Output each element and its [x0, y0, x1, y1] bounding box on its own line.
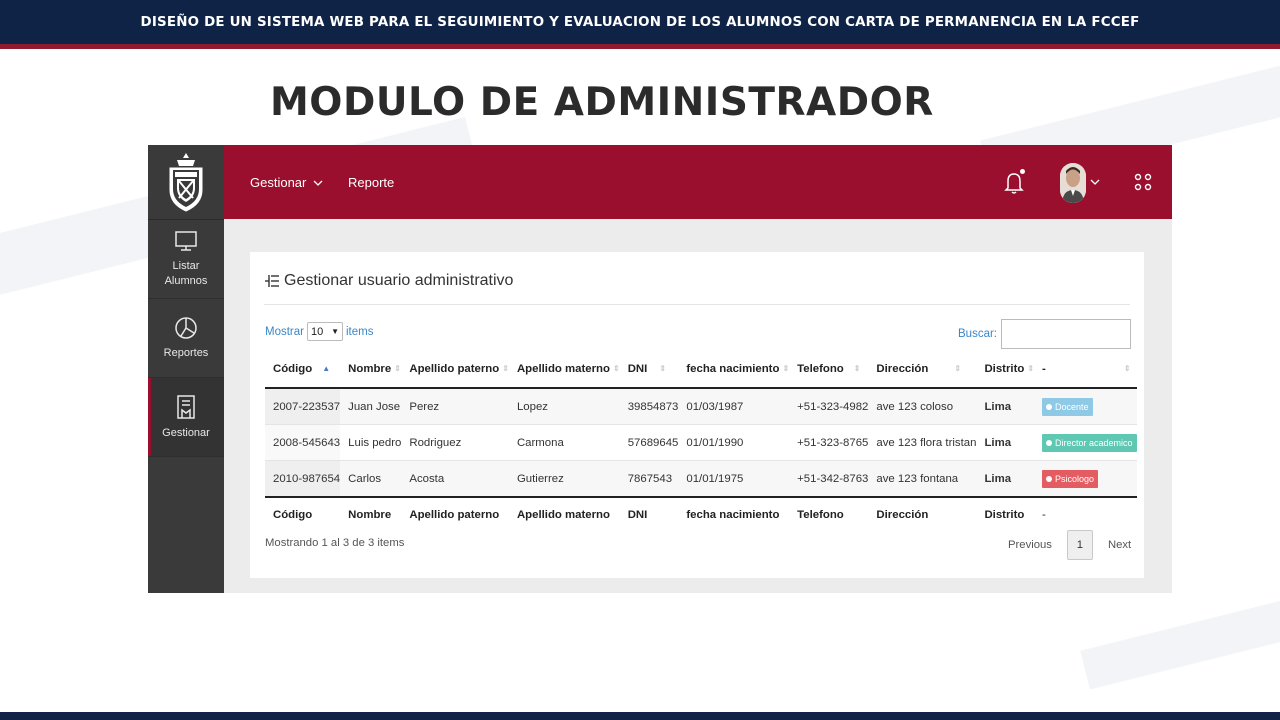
user-avatar[interactable] — [1060, 163, 1086, 203]
cell-apellido-paterno: Perez — [401, 388, 509, 425]
role-badge-label: Director academico — [1055, 437, 1133, 448]
cell-direccion: ave 123 coloso — [868, 388, 976, 425]
table-footer-row — [265, 497, 1137, 532]
sort-icon: ⇕ — [853, 364, 861, 374]
sidebar-item-gestionar[interactable] — [148, 378, 224, 457]
sort-icon: ⇕ — [659, 364, 667, 374]
cell-apellido-materno: Carmona — [509, 425, 620, 461]
sort-icon: ⇕ — [612, 364, 620, 374]
pagination — [1008, 530, 1131, 560]
role-badge-label: Psicologo — [1055, 473, 1095, 484]
cell-apellido-paterno: Rodriguez — [401, 425, 509, 461]
column-header[interactable]: Apellido materno ⇕ — [509, 351, 620, 388]
cell-dni: 57689645 — [620, 425, 679, 461]
search-input[interactable] — [1001, 319, 1131, 349]
sidebar-item-label: Listar Alumnos — [164, 260, 208, 287]
column-footer: fecha nacimiento — [678, 497, 789, 532]
column-header[interactable]: - ⇕ — [1034, 351, 1137, 388]
content-panel — [250, 252, 1144, 578]
page-length-value: 10 — [310, 325, 324, 338]
university-crest-icon — [167, 152, 205, 212]
search-control — [958, 319, 1131, 349]
sort-icon: ⇕ — [1123, 364, 1131, 374]
cell-dni: 7867543 — [620, 461, 679, 498]
role-badge[interactable] — [1042, 470, 1098, 488]
column-footer: Dirección — [868, 497, 976, 532]
column-footer: Apellido paterno — [401, 497, 509, 532]
bell-icon[interactable] — [1004, 171, 1024, 195]
cell-fecha: 01/01/1990 — [678, 425, 789, 461]
next-button[interactable]: Next — [1107, 539, 1132, 551]
users-table — [265, 351, 1137, 532]
search-label: Buscar: — [958, 328, 997, 340]
list-tree-icon — [264, 273, 280, 289]
sort-icon: ⇕ — [954, 364, 962, 374]
column-header[interactable]: DNI ⇕ — [620, 351, 679, 388]
role-badge-label: Docente — [1055, 401, 1089, 412]
column-header[interactable]: Telefono ⇕ — [789, 351, 868, 388]
divider — [264, 304, 1130, 305]
sort-asc-icon: ▲ — [322, 364, 331, 374]
notification-dot — [1020, 169, 1025, 174]
cell-telefono: +51-323-8765 — [789, 425, 868, 461]
cell-distrito: Lima — [976, 388, 1034, 425]
column-header[interactable]: Distrito ⇕ — [976, 351, 1034, 388]
previous-button[interactable]: Previous — [1008, 539, 1052, 551]
sort-icon: ⇕ — [1027, 364, 1035, 374]
cell-apellido-materno: Lopez — [509, 388, 620, 425]
cell-distrito: Lima — [976, 425, 1034, 461]
column-header[interactable]: Código ▲ — [265, 351, 340, 388]
page-length-select[interactable] — [307, 322, 343, 341]
cell-nombre: Juan Jose — [340, 388, 401, 425]
caret-down-icon: ▼ — [331, 327, 339, 336]
column-footer: - — [1034, 497, 1137, 532]
column-footer: DNI — [620, 497, 679, 532]
table-row[interactable] — [265, 425, 1137, 461]
length-suffix: items — [345, 325, 374, 338]
cell-role — [1034, 388, 1137, 425]
role-badge[interactable] — [1042, 398, 1093, 416]
column-footer: Nombre — [340, 497, 401, 532]
column-footer: Distrito — [976, 497, 1034, 532]
cell-dni: 39854873 — [620, 388, 679, 425]
page-1-button[interactable]: 1 — [1067, 530, 1093, 560]
cell-nombre: Carlos — [340, 461, 401, 498]
chevron-down-icon[interactable] — [1090, 179, 1100, 185]
topbar — [224, 145, 1172, 219]
cell-fecha: 01/03/1987 — [678, 388, 789, 425]
cell-apellido-paterno: Acosta — [401, 461, 509, 498]
nav-gestionar[interactable] — [250, 175, 323, 190]
cell-role — [1034, 425, 1137, 461]
panel-title-text: Gestionar usuario administrativo — [284, 272, 514, 289]
bookmark-doc-icon — [175, 394, 197, 420]
sidebar-item-label: Gestionar — [162, 426, 210, 439]
sort-icon: ⇕ — [502, 364, 509, 374]
column-footer: Código — [265, 497, 340, 532]
sidebar-item-listar-alumnos[interactable] — [148, 220, 224, 299]
sidebar-item-reportes[interactable] — [148, 299, 224, 378]
panel-title — [264, 272, 513, 290]
column-header[interactable]: fecha nacimiento ⇕ — [678, 351, 789, 388]
cell-codigo: 2010-987654 — [265, 461, 340, 498]
column-header[interactable]: Nombre ⇕ — [340, 351, 401, 388]
table-info: Mostrando 1 al 3 de 3 items — [265, 537, 405, 549]
cell-codigo: 2008-545643 — [265, 425, 340, 461]
nav-gestionar-label: Gestionar — [250, 175, 307, 190]
column-header[interactable]: Apellido paterno ⇕ — [401, 351, 509, 388]
avatar-photo — [1060, 163, 1086, 203]
cell-direccion: ave 123 fontana — [868, 461, 976, 498]
table-header-row — [265, 351, 1137, 388]
length-prefix: Mostrar — [265, 325, 304, 338]
role-badge[interactable] — [1042, 434, 1137, 452]
cell-nombre: Luis pedro — [340, 425, 401, 461]
monitor-icon — [174, 229, 198, 253]
nav-reporte[interactable] — [348, 175, 394, 190]
sidebar-item-label: Reportes — [163, 346, 209, 359]
column-footer: Apellido materno — [509, 497, 620, 532]
column-footer: Telefono — [789, 497, 868, 532]
cell-telefono: +51-342-8763 — [789, 461, 868, 498]
cell-direccion: ave 123 flora tristan — [868, 425, 976, 461]
module-title: MODULO DE ADMINISTRADOR — [270, 80, 934, 125]
cell-telefono: +51-323-4982 — [789, 388, 868, 425]
cell-apellido-materno: Gutierrez — [509, 461, 620, 498]
cell-codigo: 2007-223537 — [265, 388, 340, 425]
chevron-down-icon — [313, 180, 323, 186]
nav-reporte-label: Reporte — [348, 175, 395, 190]
slide-header — [0, 0, 1280, 44]
page-length-control — [265, 322, 373, 341]
slide-header-title: DISEÑO DE UN SISTEMA WEB PARA EL SEGUIMIENTO Y EVALUACION DE LOS ALUMNOS CON CARTA DE PERMANENCIA EN LA FCCEF — [140, 14, 1140, 30]
sidebar — [148, 145, 224, 593]
column-header[interactable]: Dirección ⇕ — [868, 351, 976, 388]
eye-icon — [1046, 476, 1052, 482]
cell-distrito: Lima — [976, 461, 1034, 498]
app-window — [148, 145, 1172, 593]
sort-icon: ⇕ — [782, 364, 790, 374]
pie-chart-icon — [174, 316, 198, 340]
cell-role — [1034, 461, 1137, 498]
apps-grid-icon[interactable] — [1134, 172, 1152, 192]
table-row[interactable] — [265, 461, 1137, 498]
table-row[interactable] — [265, 388, 1137, 425]
sort-icon: ⇕ — [394, 364, 401, 374]
eye-icon — [1046, 440, 1052, 446]
cell-fecha: 01/01/1975 — [678, 461, 789, 498]
slide-footer-bar — [0, 712, 1280, 720]
logo[interactable] — [148, 145, 224, 220]
eye-icon — [1046, 404, 1052, 410]
